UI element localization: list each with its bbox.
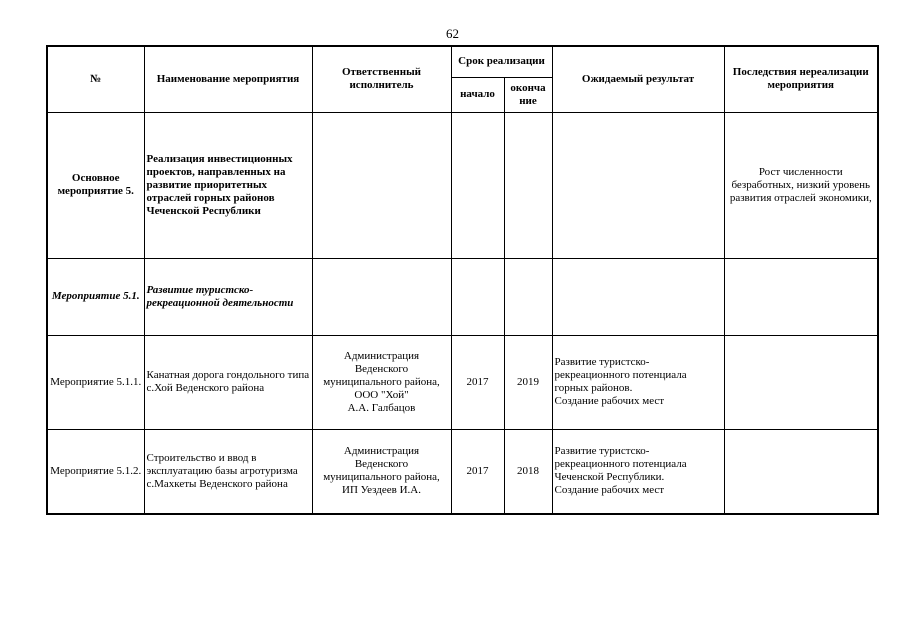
row-executor: [312, 112, 451, 258]
measures-table: [46, 45, 879, 515]
row-consequences: Рост численности безработных, низкий уровень развития отраслей экономики,: [724, 112, 878, 258]
header-num: №: [47, 46, 144, 112]
row-result: [552, 112, 724, 258]
table-row: [47, 335, 878, 429]
table-row: [47, 112, 878, 258]
page-number: 62: [446, 26, 459, 41]
row-num: Основное мероприятие 5.: [47, 112, 144, 258]
row-name: Реализация инвестиционных проектов, направленных на развитие приоритетных отраслей горных районов Чеченской Республики: [144, 112, 312, 258]
row-end: [504, 258, 552, 335]
row-executor: [312, 258, 451, 335]
header-term: Срок реализации: [451, 46, 552, 77]
header-row: [47, 46, 878, 77]
row-consequences: [724, 335, 878, 429]
row-result: Развитие туристско- рекреационного потенциала горных районов. Создание рабочих мест: [552, 335, 724, 429]
header-name: Наименование мероприятия: [144, 46, 312, 112]
row-name: Строительство и ввод в эксплуатацию базы агротуризма с.Махкеты Веденского района: [144, 429, 312, 514]
row-start: 2017: [451, 429, 504, 514]
header-consequences: Последствия нереализации мероприятия: [724, 46, 878, 112]
row-start: 2017: [451, 335, 504, 429]
header-end: оконча ние: [504, 77, 552, 112]
row-executor: Администрация Веденского муниципального района, ООО "Хой" А.А. Галбацов: [312, 335, 451, 429]
row-num: Мероприятие 5.1.1.: [47, 335, 144, 429]
row-num: Мероприятие 5.1.2.: [47, 429, 144, 514]
row-end: [504, 112, 552, 258]
row-consequences: [724, 429, 878, 514]
row-result: Развитие туристско- рекреационного потенциала Чеченской Республики. Создание рабочих мест: [552, 429, 724, 514]
table-row: [47, 429, 878, 514]
header-start: начало: [451, 77, 504, 112]
row-name: Канатная дорога гондольного типа с.Хой Веденского района: [144, 335, 312, 429]
table-row: [47, 258, 878, 335]
row-end: 2019: [504, 335, 552, 429]
header-executor: Ответственный исполнитель: [312, 46, 451, 112]
header-result: Ожидаемый результат: [552, 46, 724, 112]
row-executor: Администрация Веденского муниципального района, ИП Уездеев И.А.: [312, 429, 451, 514]
row-result: [552, 258, 724, 335]
row-start: [451, 258, 504, 335]
row-end: 2018: [504, 429, 552, 514]
row-consequences: [724, 258, 878, 335]
row-start: [451, 112, 504, 258]
row-num: Мероприятие 5.1.: [47, 258, 144, 335]
row-name: Развитие туристско-рекреационной деятельности: [144, 258, 312, 335]
